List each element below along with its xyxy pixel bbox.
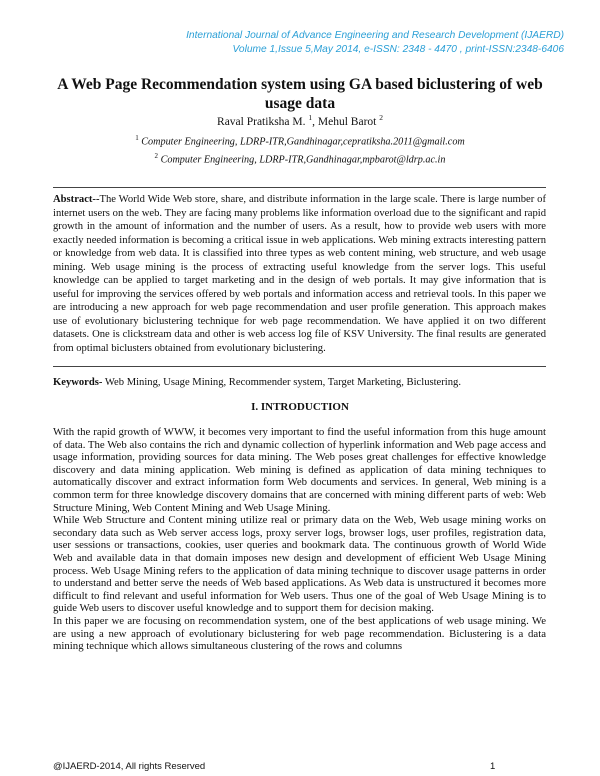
author-2-name: Mehul Barot	[317, 115, 377, 128]
footer-copyright: @IJAERD-2014, All rights Reserved	[53, 761, 206, 772]
affiliation-1	[0, 134, 600, 147]
paper-title: A Web Page Recommendation system using GA based biclustering of web usage data	[57, 76, 543, 112]
author-2-sup: 2	[379, 113, 383, 122]
keywords-text: Web Mining, Usage Mining, Recommender system, Target Marketing, Biclustering.	[102, 377, 461, 388]
keywords	[53, 376, 546, 389]
affiliation-1-text: Computer Engineering, LDRP-ITR,Gandhinagar,cepratiksha.2011@gmail.com	[141, 136, 465, 148]
abstract-text: The World Wide Web store, share, and distribute information in the large scale. There is large number of internet users on the web. They are facing many problems like information overload due to the significant and rapid growth in the amount of information and the number of users. As a result, how to provide web users with more exactly needed information is becoming a critical issue in web applications. Web mining extracts interesting pattern or knowledge from web data. It is classified into three types as web content mining, web structure, and web usage mining. Web usage mining is the process of extracting useful knowledge from the server logs. This useful knowledge can be applied to target marketing and in the design of web portals. It may give information that is useful for improving the services offered by web portals and information access and retrieval tools. In this paper we are introducing a new approach for web page recommendation and user profile generation. This approach makes use of evolutionary biclustering technique for web page recommendation. We have applied it on two different datasets. One is clickstream data and other is web access log file of KSV University. The final results are generated from optimal biclusters obtained from evolutionary biclustering.	[53, 194, 546, 354]
introduction-body	[53, 426, 546, 653]
affiliation-1-sup: 1	[135, 134, 139, 142]
paragraph-2: While Web Structure and Content mining utilize real or primary data on the Web, Web usage mining works on secondary data such as Web server access logs, proxy server logs, browser logs, user profiles, registration data, user sessions or transactions, cookies, user queries and bookmark data. The continuous growth of World Wide Web and available data in that domain imposes new design and development of efficient Web Usage Mining process. Web Usage Mining refers to the application of data mining technique to discover usage patterns in order to understand and better serve the needs of Web based applications. As Web data is unstructured it becomes more difficult to find relevant and useful information for Web users. Thus one of the goal of Web Usage Mining is to guide Web users to discover useful knowledge and to support them for decision making.	[53, 514, 546, 615]
footer-page-number: 1	[490, 761, 496, 772]
journal-issue-info: Volume 1,Issue 5,May 2014, e-ISSN: 2348 - 4470 , print-ISSN:2348-6406	[232, 44, 564, 55]
affiliation-2	[0, 152, 600, 165]
journal-header	[120, 29, 564, 57]
author-1-sup: 1	[308, 113, 313, 122]
keywords-label: Keywords-	[53, 377, 103, 388]
author-line	[0, 113, 600, 128]
affiliation-2-text: Computer Engineering, LDRP-ITR,Gandhinagar,mpbarot@ldrp.ac.in	[160, 154, 446, 166]
author-1-name: Raval Pratiksha M.	[217, 115, 306, 128]
journal-name: International Journal of Advance Engineering and Research Development (IJAERD)	[186, 30, 564, 41]
affiliation-2-sup: 2	[154, 152, 159, 160]
section-heading-introduction: I. INTRODUCTION	[251, 401, 349, 413]
abstract-label: Abstract--	[53, 194, 100, 205]
paragraph-3: In this paper we are focusing on recommendation system, one of the best applications of web usage mining. We are using a new approach of evolutionary biclustering for web page recommendation. Biclustering is a data mining technique which allows simultaneous clustering of the rows and columns	[53, 614, 546, 653]
author-separator: ,	[312, 115, 318, 128]
abstract-box	[53, 187, 546, 367]
paragraph-1: With the rapid growth of WWW, it becomes very important to find the useful information from this huge amount of data. The Web also contains the rich and dynamic collection of hyperlink information and Web page access and usage information, providing sources for data mining. The Web poses great challenges for effective knowledge discovery and data mining application. Web mining is defined as application of data mining techniques to automatically discover and extract information form Web documents and services. In general, Web mining is a common term for three knowledge discovery domains that are concerned with mining different parts of web: Web Structure Mining, Web Content Mining and Web Usage Mining.	[53, 426, 546, 514]
